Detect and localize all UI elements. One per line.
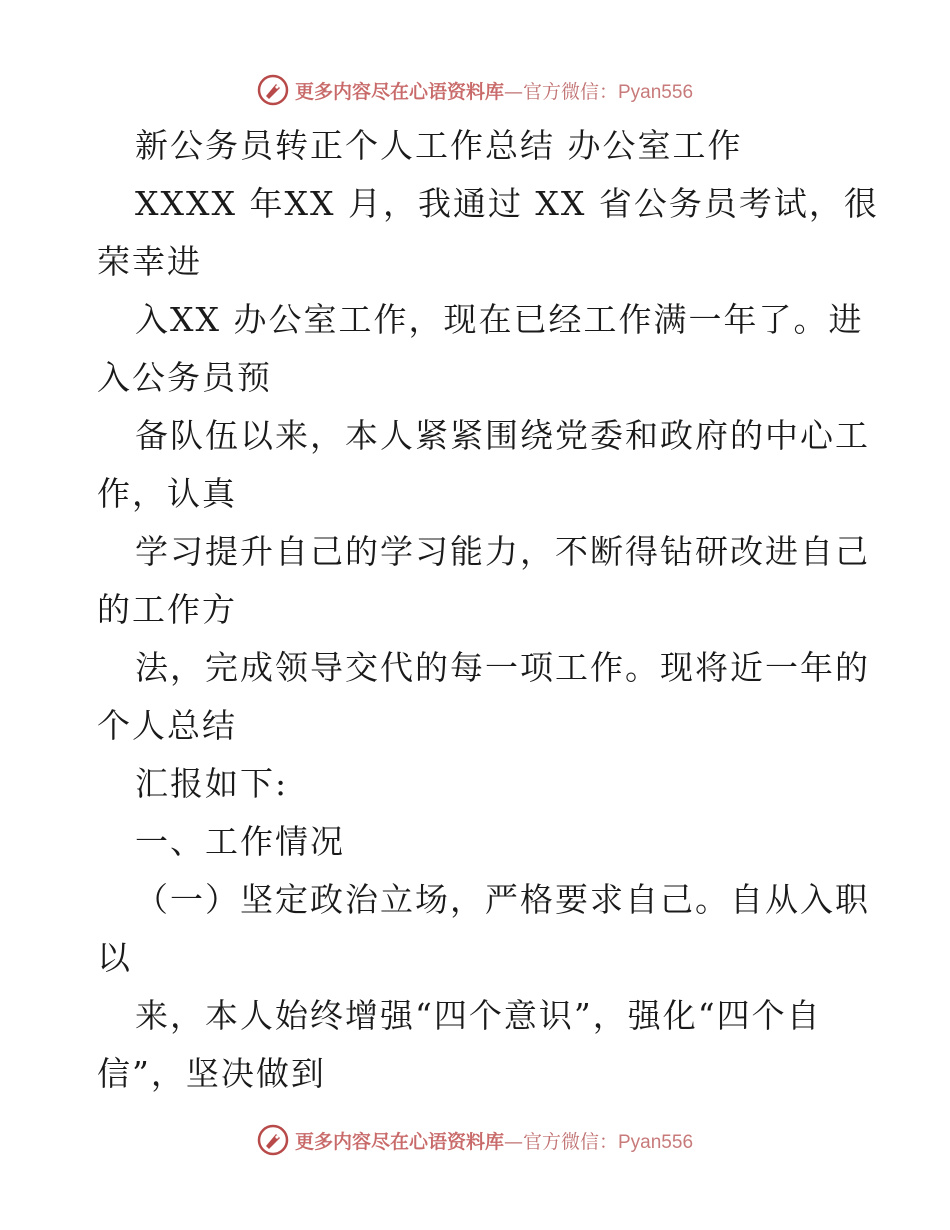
document-line: 的工作方: [97, 590, 237, 629]
document-line: 汇报如下:: [135, 764, 289, 803]
document-body: [97, 117, 879, 1103]
document-line: 来，本人始终增强“四个意识”，强化“四个自: [135, 996, 822, 1035]
document-line: 信”，坚决做到: [97, 1054, 326, 1093]
document-line: 以: [97, 938, 132, 977]
document-line: 入公务员预: [97, 358, 272, 397]
document-line: 入XX 办公室工作，现在已经工作满一年了。进: [135, 300, 864, 339]
document-line: 备队伍以来，本人紧紧围绕党委和政府的中心工: [135, 416, 870, 455]
document-line: 新公务员转正个人工作总结 办公室工作: [135, 126, 743, 165]
document-line: 个人总结: [97, 706, 237, 745]
document-line: 作，认真: [97, 474, 237, 513]
document-line: （一）坚定政治立场，严格要求自己。自从入职: [135, 880, 870, 919]
document-line: XXXX 年XX 月，我通过 XX 省公务员考试，很: [135, 184, 879, 223]
pen-nib-logo-icon: [257, 1124, 289, 1156]
document-line: 学习提升自己的学习能力，不断得钻研改进自己: [135, 532, 870, 571]
document-line: 荣幸进: [97, 242, 202, 281]
document-line: 一、工作情况: [135, 822, 345, 861]
watermark-text: 更多内容尽在心语资料库—官方微信：Pyan556: [294, 80, 694, 103]
document-line: 法，完成领导交代的每一项工作。现将近一年的: [135, 648, 870, 687]
bottom-watermark-banner: [0, 1120, 950, 1160]
watermark-text: 更多内容尽在心语资料库—官方微信：Pyan556: [294, 1130, 694, 1153]
pen-nib-logo-icon: [257, 74, 289, 106]
top-watermark-banner: [0, 70, 950, 110]
